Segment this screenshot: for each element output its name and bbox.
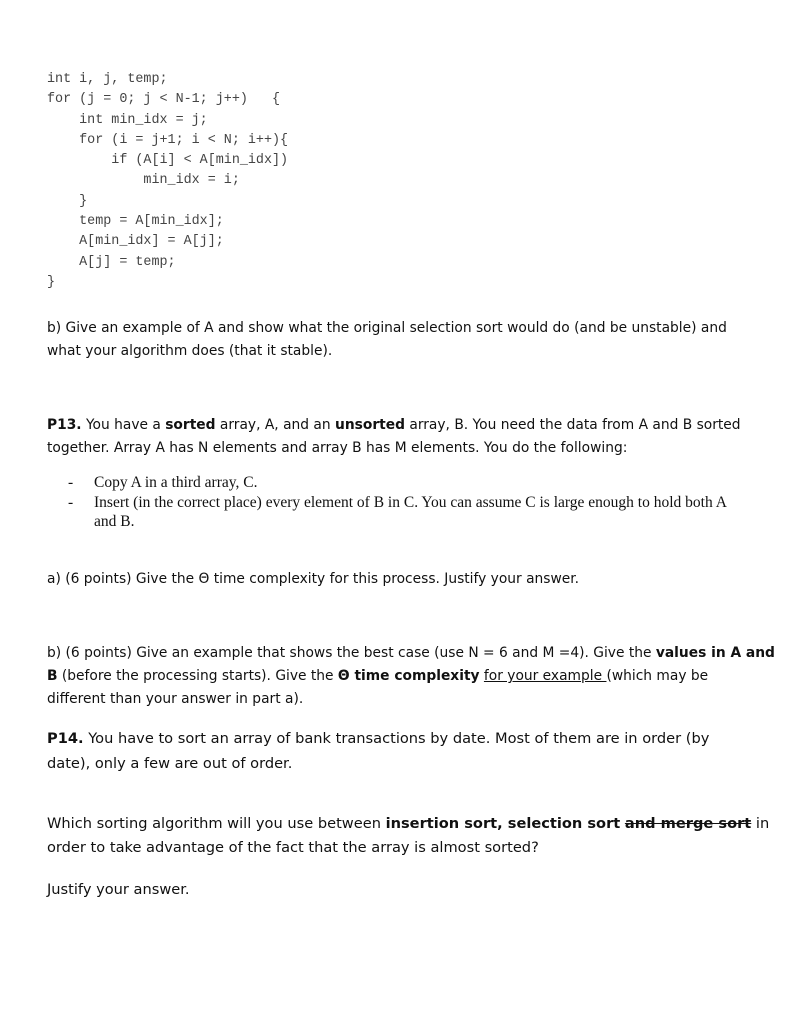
code-line: for (i = j+1; i < N; i++){ [47,132,289,148]
code-line: } [47,274,56,290]
p13-intro-line-1 [47,414,741,437]
code-block [47,70,288,293]
p14-q-text: in [751,815,770,832]
p13-b-text: (which may be [606,668,709,684]
p13-b-bold: B [47,668,58,684]
p13-text: array, B. You need the data from A and B sorted [404,417,741,433]
p13-b-text: (before the processing starts). Give the [57,668,338,684]
code-line: if (A[i] < A[min_idx]) [47,153,289,169]
code-line: int min_idx = j; [47,112,208,128]
p13-part-b-line-3: different than your answer in part a). [47,691,304,707]
p14-q-text: Which sorting algorithm will you use between [47,815,386,832]
p14-q-strikethrough: and merge sort [624,815,752,832]
p13-label: P13. [47,417,82,433]
p14-question-line-1 [47,811,769,837]
code-line: A[j] = temp; [47,254,176,270]
p13-b-underlined: for your example [483,668,607,684]
p14-line-1 [47,726,709,752]
p13-part-b-line-2 [47,665,708,688]
p13-b-text: b) (6 points) Give an example that shows the best case (use N = 6 and M =4). Give the [47,645,656,661]
list-item [68,473,748,492]
code-line: temp = A[min_idx]; [47,214,224,230]
p13-part-b-line-1 [47,642,775,665]
code-line: int i, j, temp; [47,72,168,87]
p13-b-bold: Θ time complexity [337,668,480,684]
p13-sorted: sorted [165,417,216,433]
list-item-text: Insert (in the correct place) every element of B in C. You can assume C is large enough to hold both A and B. [94,494,727,530]
p13-steps-list [68,473,748,532]
p14-justify: Justify your answer. [47,881,190,898]
p13-b-bold: values in A and [655,645,775,661]
list-item [68,493,748,531]
p14-text: You have to sort an array of bank transactions by date. Most of them are in order (by [83,730,710,747]
p13-part-a: a) (6 points) Give the Θ time complexity for this process. Justify your answer. [47,571,580,587]
question-12b-line-1: b) Give an example of A and show what the original selection sort would do (and be unstable) and [47,320,727,336]
p13-text: array, A, and an [215,417,336,433]
p13-unsorted: unsorted [335,417,405,433]
code-line: min_idx = i; [47,173,240,189]
p14-label: P14. [47,730,84,747]
code-line: A[min_idx] = A[j]; [47,234,224,250]
p14-line-2: date), only a few are out of order. [47,755,293,772]
bullet-dash: - [68,474,74,491]
p13-text: You have a [81,417,166,433]
p14-q-bold: insertion sort, selection sort [385,815,621,832]
p14-question-line-2: order to take advantage of the fact that the array is almost sorted? [47,839,539,856]
bullet-dash: - [68,494,74,511]
p13-intro-line-2: together. Array A has N elements and array B has M elements. You do the following: [47,440,628,456]
code-line: for (j = 0; j < N-1; j++) { [47,92,281,108]
list-item-text: Copy A in a third array, C. [94,474,258,491]
code-line: } [47,193,88,209]
question-12b-line-2: what your algorithm does (that it stable). [47,343,333,359]
